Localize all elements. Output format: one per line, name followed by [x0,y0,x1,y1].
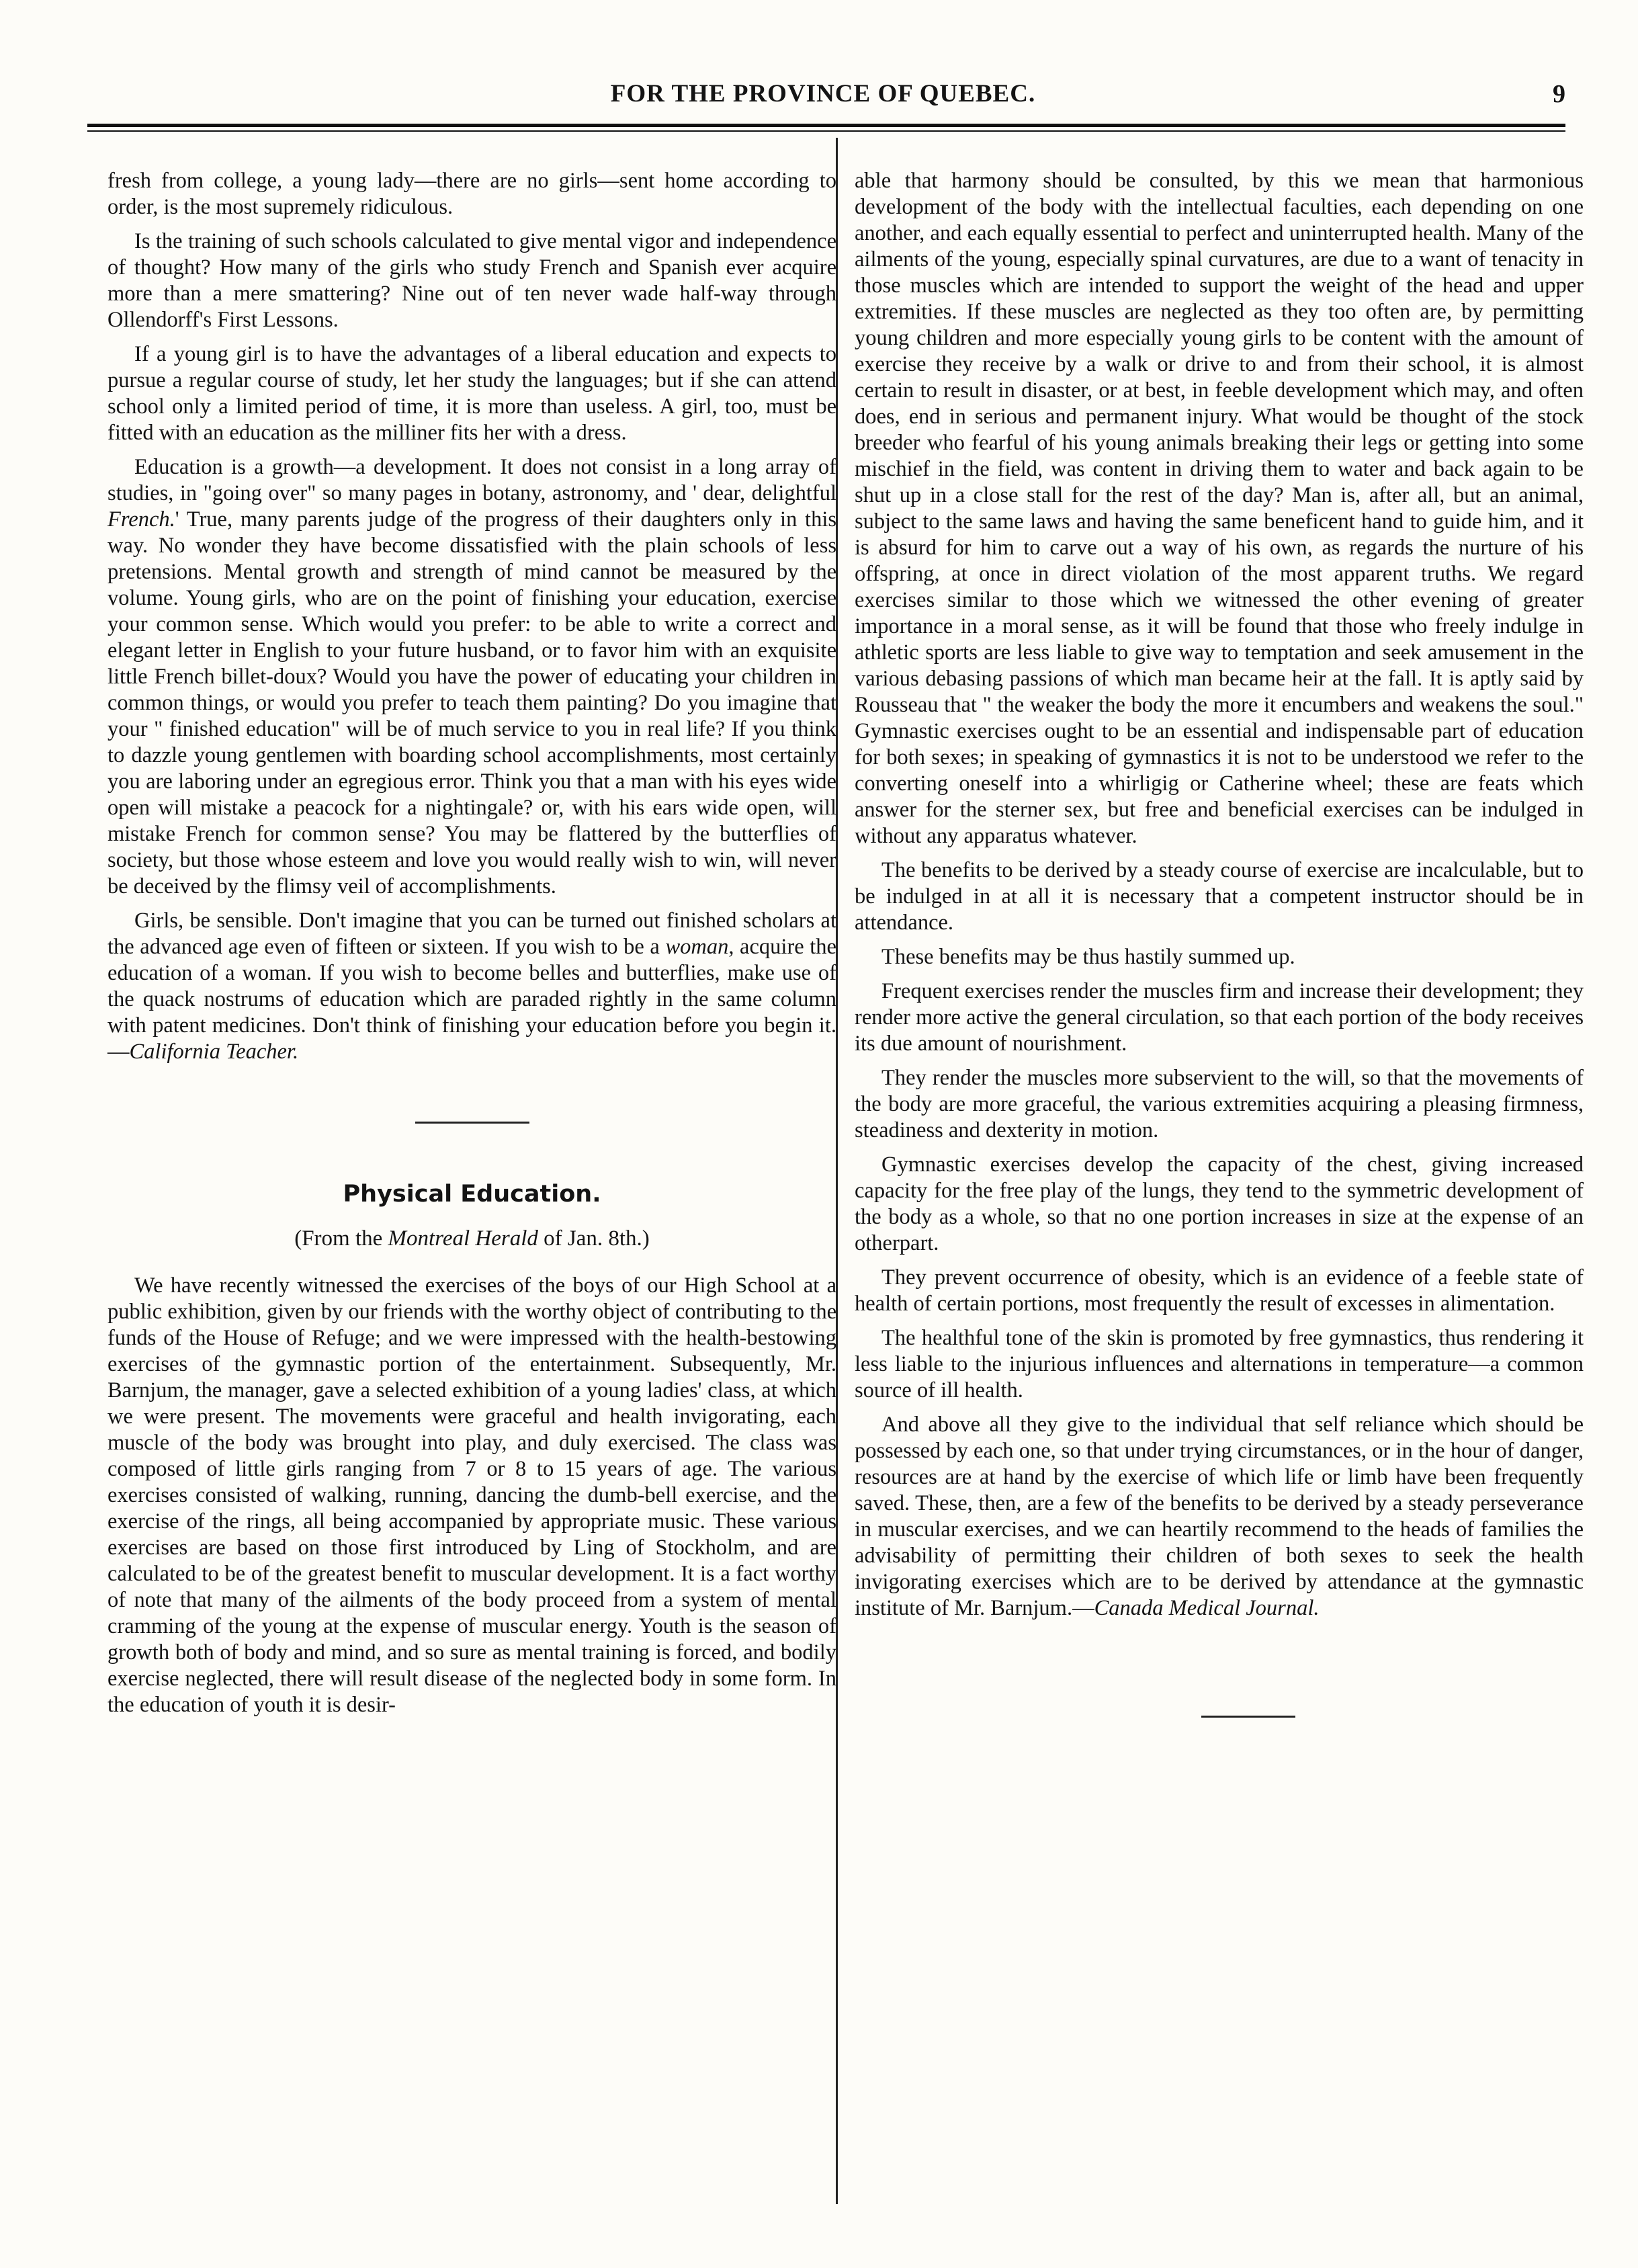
text-span: (From the [294,1226,388,1251]
paragraph: able that harmony should be consulted, by this we mean that harmonious development of the body with the intellectual faculties, each depending on one another, and each equally essential to perfect and uninterrupted health. Many of the ailments of the young, especially spinal curvatures, are due to a want of tenacity in those muscles which are intended to support the weight of the head and upper extremities. If these muscles are neglected as they too often are, by permitting young children and more especially young girls to be content with the amount of exercise they receive by a walk or drive to and from their school, it is almost certain to result in disaster, or at best, in feeble development which may, and often does, end in serious and permanent injury. What would be thought of the stock breeder who fearful of his young animals breaking their legs or getting into some mischief in the field, was content in driving them to water and back again to be shut up in a close stall for the rest of the day? Man is, after all, but an animal, subject to the same laws and having the same beneficent hand to guide him, and it is absurd for him to carve out a way of his own, as regards the nurture of his offspring, at once in direct violation of the most apparent truths. We regard exercises similar to those which we witnessed the other evening of greater importance in a moral sense, as it will be found that those who freely indulge in athletic sports are less liable to give way to temptation and seek amusement in the various debasing passions of which man became heir at the fall. It is aptly said by Rousseau that " the weaker the body the more it encumbers and weakens the soul." Gymnastic exercises ought to be an essential and indispensable part of education for both sexes; in speaking of gymnastics it is not to be understood we refer to the converting oneself into a whirligig or Catherine wheel; these are feats which answer for the sterner sex, but free and beneficial exercises can be indulged in without any apparatus whatever. [855,169,1584,848]
page-header [81,79,1565,120]
paragraph: They prevent occurrence of obesity, which is an evidence of a feeble state of health of certain portions, most frequently the result of excesses in alimentation. [855,1265,1584,1316]
left-column [107,168,836,1726]
article-source [107,1226,836,1253]
header-rule-thick [87,124,1565,127]
source-attribution: California Teacher. [129,1040,299,1064]
text-span: , acquire the education of a woman. If you wish to become belles and butterflies, make use of the quack nostrums of education which are paraded rightly in the same column with patent medicines. Don't think of finishing your education before you begin it.— [107,935,836,1064]
text-span: Education is a growth—a development. It does not consist in a long array of studies, in "going over" so many pages in botany, astronomy, and ' dear, delightful [107,455,836,505]
article-heading: Physical Education. [343,1181,601,1208]
paragraph: We have recently witnessed the exercises of the boys of our High School at a public exhibition, given by our friends with the worthy object of contributing to the funds of the House of Refuge; and we were impressed with the health-bestowing exercises of the gymnastic portion of the entertainment. Subsequently, Mr. Barnjum, the manager, gave a selected exhibition of a young ladies' class, at which we were present. The movements were graceful and health invigorating, each muscle of the body was brought into play, and duly exercised. The class was composed of little girls ranging from 7 or 8 to 15 years of age. The various exercises consisted of walking, running, dancing the dumb-bell exercise, and the exercise of the rings, all being accompanied by appropriate music. These various exercises are based on those first introduced by Ling of Stockholm, and are calculated to be of the greatest benefit to muscular development. It is a fact worthy of note that many of the ailments of the body proceed from a system of mental cramming of the young at the expense of muscular energy. Youth is the season of growth both of body and mind, and so sure as mental training is forced, and bodily exercise neglected, there will result disease of the neglected body in some form. In the education of youth it is desir- [107,1273,836,1717]
paragraph [107,454,836,900]
right-column [855,168,1584,1718]
article-separator [415,1122,529,1124]
text-span: of Jan. 8th.) [537,1226,650,1251]
source-attribution: Canada Medical Journal. [1094,1596,1320,1620]
paragraph: These benefits may be thus hastily summed up. [881,945,1295,969]
paragraph: Gymnastic exercises develop the capacity of the chest, giving increased capacity for the free play of the lungs, they tend to the symmetric development of the body as a whole, so that no one portion increases in size at the expense of an otherpart. [855,1152,1584,1255]
paragraph [855,1412,1584,1622]
running-title: FOR THE PROVINCE OF QUEBEC. [610,80,1036,108]
paragraph: They render the muscles more subservient to the will, so that the movements of the body are more graceful, the various extremities acquiring a pleasing firmness, steadiness and dexterity in motion. [855,1066,1584,1142]
paragraph: Frequent exercises render the muscles firm and increase their development; they render more active the general circulation, so that each portion of the body receives its due amount of nourishment. [855,979,1584,1056]
end-separator [1201,1716,1295,1718]
header-rule-thin [87,130,1565,132]
text-span: ' True, many parents judge of the progress of their daughters only in this way. No wonder they have become dissatisfied with the plain schools of less pretensions. Mental growth and strength of mind cannot be measured by the volume. Young girls, who are on the point of finishing your education, exercise your common sense. Which would you prefer: to be able to write a correct and elegant letter in English to your future husband, or to favor him with an exquisite little French billet-doux? Would you have the power of educating your children in common things, or would you prefer to teach them painting? Do you imagine that your " finished education" will be of much service to you in real life? If you think to dazzle young gentlemen with boarding school accomplishments, most certainly you are laboring under an egregious error. Think you that a man with his eyes wide open will mistake a peacock for a nightingale? or, with his ears wide open, will mistake French for common sense? You may be flattered by the butterflies of society, but those whose esteem and love you would really wish to win, will never be deceived by the flimsy veil of accomplishments. [107,507,836,898]
italic-text: French. [107,507,175,532]
paragraph [107,908,836,1065]
page-number: 9 [1553,80,1565,108]
italic-text: woman [665,935,729,959]
text-span: Girls, be sensible. Don't imagine that you can be turned out finished scholars at the advanced age even of fifteen or sixteen. If you wish to be a [107,909,836,959]
paragraph: The healthful tone of the skin is promoted by free gymnastics, thus rendering it less liable to the injurious influences and alternations in temperature—a common source of ill health. [855,1326,1584,1402]
paragraph: Is the training of such schools calculated to give mental vigor and independence of thought? How many of the girls who study French and Spanish ever acquire more than a mere smattering? Nine out of ten never wade half-way through Ollendorff's First Lessons. [107,229,836,332]
paragraph: The benefits to be derived by a steady course of exercise are incalculable, but to be indulged in at all it is necessary that a competent instructor should be in attendance. [855,858,1584,935]
text-span: And above all they give to the individual that self reliance which should be possessed by each one, so that under trying circumstances, or in the hour of danger, resources are at hand by the exercise of which life or limb have been frequently saved. These, then, are a few of the benefits to be derived by a steady perseverance in muscular exercises, and we can heartily recommend to the heads of families the advisability of permitting their children of both sexes to seek the health invigorating exercises which are to be derived by attendance at the gymnastic institute of Mr. Barnjum.— [855,1413,1584,1620]
paragraph: fresh from college, a young lady—there are no girls—sent home according to order, is the most supremely ridiculous. [107,169,836,219]
paragraph: If a young girl is to have the advantages of a liberal education and expects to pursue a regular course of study, let her study the languages; but if she can attend school only a limited period of time, it is more than useless. A girl, too, must be fitted with an education as the milliner fits her with a dress. [107,342,836,445]
italic-text: Montreal Herald [388,1226,538,1251]
